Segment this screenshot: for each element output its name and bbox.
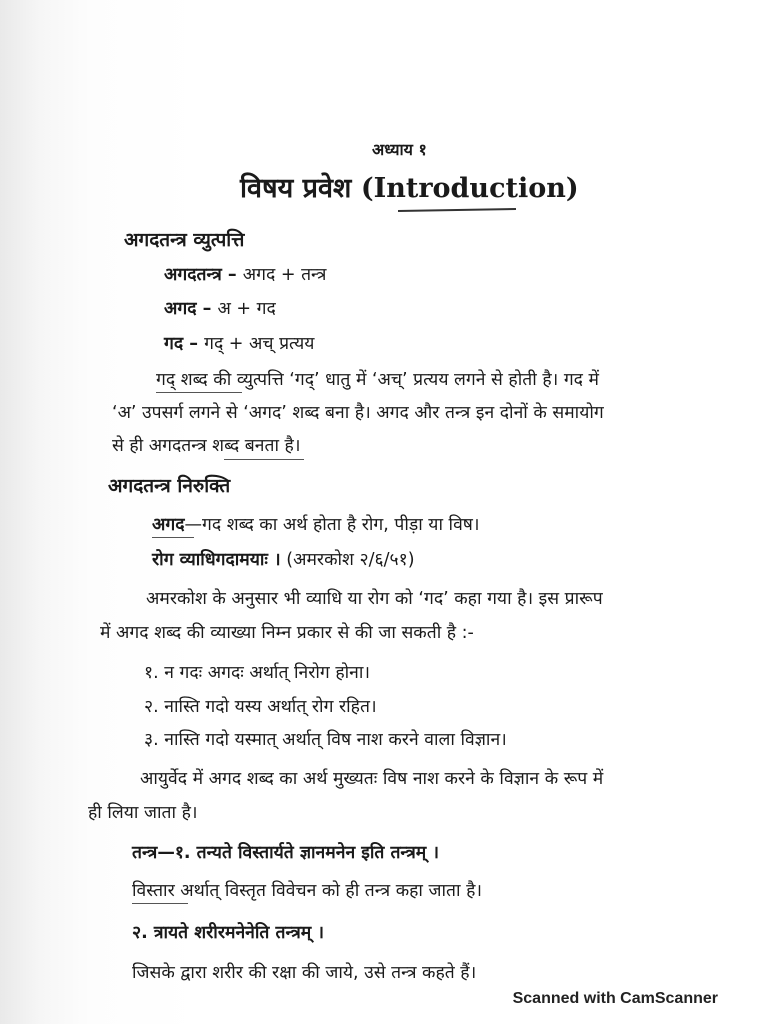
title-english: (Introduction) xyxy=(360,173,579,204)
derivation-value: अ + गद xyxy=(217,299,276,319)
tantra-definition-2: २. त्रायते शरीरमनेनेति तन्त्रम् । xyxy=(132,923,324,943)
derivation-row: गद – गद् + अच् प्रत्यय xyxy=(164,334,315,354)
tantra-definition-1: तन्त्र—१. तन्यते विस्तार्यते ज्ञानमनेन इति तन्त्रम् । xyxy=(132,843,439,863)
chapter-label: अध्याय १ xyxy=(372,140,427,159)
pen-underline xyxy=(132,903,188,904)
derivation-term: अगद xyxy=(164,299,197,319)
tantra-explanation-2: जिसके द्वारा शरीर की रक्षा की जाये, उसे तन्त्र कहते हैं। xyxy=(132,963,477,983)
paragraph-line: से ही अगदतन्त्र शब्द बनता है। xyxy=(112,436,301,456)
title-underline xyxy=(398,208,516,212)
section-heading-nirukti: अगदतन्त्र निरुक्ति xyxy=(108,475,231,497)
list-item: ३. नास्ति गदो यस्मात् अर्थात् विष नाश करने वाला विज्ञान। xyxy=(144,730,507,750)
pen-underline xyxy=(156,392,242,393)
title-hindi: विषय प्रवेश xyxy=(240,173,352,204)
agad-term: अगद xyxy=(152,515,185,535)
derivation-term: अगदतन्त्र xyxy=(164,265,222,285)
scanner-watermark: Scanned with CamScanner xyxy=(512,990,718,1007)
paragraph-line: अमरकोश के अनुसार भी व्याधि या रोग को ‘गद’ कहा गया है। इस प्रारूप xyxy=(146,589,603,609)
derivation-value: गद् + अच् प्रत्यय xyxy=(204,334,315,354)
page-title xyxy=(240,168,579,205)
paragraph-line: ‘अ’ उपसर्ग लगने से ‘अगद’ शब्द बना है। अगद और तन्त्र इन दोनों के समायोग xyxy=(112,403,604,423)
list-item: १. न गदः अगदः अर्थात् निरोग होना। xyxy=(144,663,371,683)
derivation-value: अगद + तन्त्र xyxy=(242,265,327,285)
list-item: २. नास्ति गदो यस्य अर्थात् रोग रहित। xyxy=(144,697,377,717)
pen-underline xyxy=(224,459,304,460)
section-heading-vyutpatti: अगदतन्त्र व्युत्पत्ति xyxy=(124,229,245,251)
paragraph-line: में अगद शब्द की व्याख्या निम्न प्रकार से की जा सकती है :- xyxy=(100,623,474,643)
paragraph-line: ही लिया जाता है। xyxy=(88,803,198,823)
agad-definition: अगद—गद शब्द का अर्थ होता है रोग, पीड़ा या विष। xyxy=(152,515,480,535)
verse-text: रोग व्याधिगदामयाः । xyxy=(152,550,281,570)
derivation-term: गद xyxy=(164,334,184,354)
derivation-row: अगदतन्त्र – अगद + तन्त्र xyxy=(164,265,327,285)
derivation-row: अगद – अ + गद xyxy=(164,299,276,319)
verse-reference: (अमरकोश २/६/५१) xyxy=(286,550,415,570)
paragraph-line: आयुर्वेद में अगद शब्द का अर्थ मुख्यतः विष नाश करने के विज्ञान के रूप में xyxy=(140,769,604,789)
paragraph-line: गद् शब्द की व्युत्पत्ति ‘गद्’ धातु में ‘अच्’ प्रत्यय लगने से होती है। गद में xyxy=(156,370,599,390)
verse-line xyxy=(152,547,415,571)
tantra-explanation-1: विस्तार अर्थात् विस्तृत विवेचन को ही तन्त्र कहा जाता है। xyxy=(132,881,483,901)
pen-underline xyxy=(152,537,194,538)
